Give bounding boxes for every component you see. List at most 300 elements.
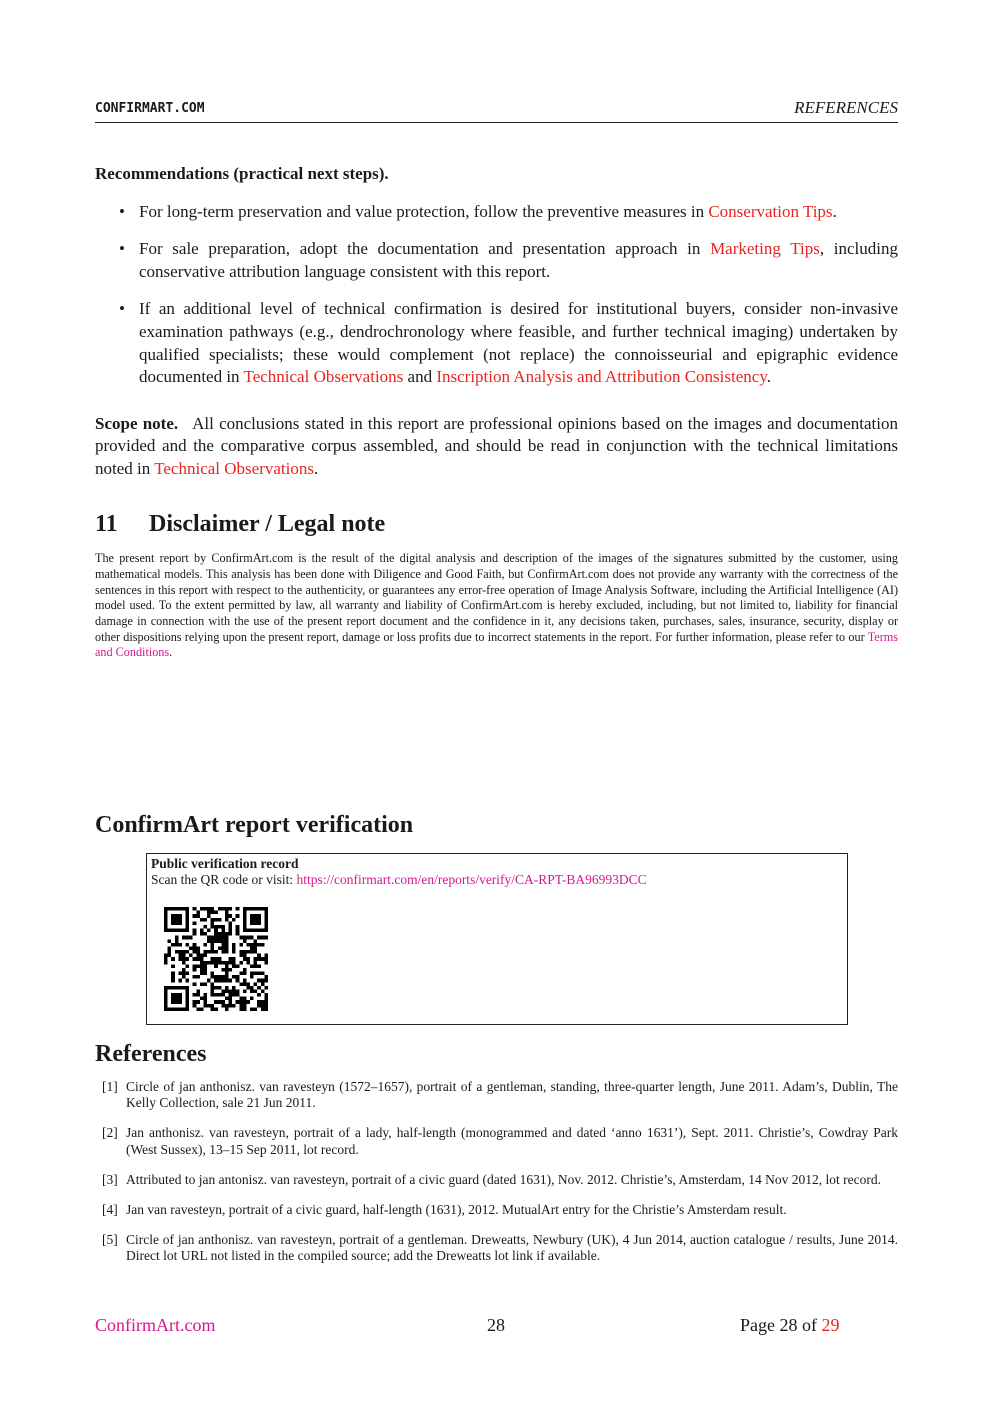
qr-module bbox=[175, 936, 179, 940]
qr-module bbox=[246, 936, 250, 940]
qr-module bbox=[203, 964, 207, 968]
qr-module bbox=[229, 961, 233, 965]
qr-module bbox=[257, 986, 261, 990]
qr-module bbox=[171, 997, 175, 1001]
qr-module bbox=[225, 943, 229, 947]
qr-module bbox=[257, 936, 261, 940]
qr-module bbox=[207, 907, 211, 911]
qr-module bbox=[175, 986, 179, 990]
qr-module bbox=[221, 989, 225, 993]
bullet-icon: • bbox=[119, 201, 125, 221]
qr-module bbox=[232, 957, 236, 961]
qr-module bbox=[239, 961, 243, 965]
qr-module bbox=[182, 954, 186, 958]
qr-module bbox=[200, 997, 204, 1001]
footer-site-link[interactable]: ConfirmArt.com bbox=[95, 1315, 216, 1335]
qr-module bbox=[221, 961, 225, 965]
qr-module bbox=[203, 954, 207, 958]
qr-module bbox=[164, 986, 168, 990]
qr-module bbox=[264, 921, 268, 925]
main-content bbox=[95, 163, 898, 673]
qr-module bbox=[257, 929, 261, 933]
qr-module bbox=[196, 975, 200, 979]
qr-module bbox=[243, 1004, 247, 1008]
qr-module bbox=[264, 907, 268, 911]
qr-module bbox=[243, 979, 247, 983]
qr-module bbox=[218, 957, 222, 961]
qr-module bbox=[171, 986, 175, 990]
running-section-title: REFERENCES bbox=[794, 98, 898, 117]
qr-module bbox=[175, 950, 179, 954]
qr-module bbox=[239, 954, 243, 958]
qr-module bbox=[243, 911, 247, 915]
qr-module bbox=[171, 943, 175, 947]
bullet-icon: • bbox=[119, 299, 125, 319]
qr-module bbox=[214, 986, 218, 990]
qr-module bbox=[261, 979, 265, 983]
qr-module bbox=[200, 918, 204, 922]
qr-module bbox=[186, 989, 190, 993]
qr-module bbox=[243, 950, 247, 954]
qr-module bbox=[264, 1004, 268, 1008]
qr-module bbox=[218, 939, 222, 943]
qr-module bbox=[236, 979, 240, 983]
qr-module bbox=[243, 968, 247, 972]
qr-module bbox=[186, 907, 190, 911]
qr-module bbox=[186, 921, 190, 925]
qr-module bbox=[171, 957, 175, 961]
qr-module bbox=[246, 1000, 250, 1004]
qr-module bbox=[261, 943, 265, 947]
qr-module bbox=[243, 925, 247, 929]
qr-module bbox=[225, 989, 229, 993]
qr-module bbox=[214, 911, 218, 915]
qr-module bbox=[214, 979, 218, 983]
link-inscription-analysis[interactable]: Inscription Analysis and Attribution Consistency bbox=[436, 367, 767, 387]
qr-module bbox=[264, 1000, 268, 1004]
qr-module bbox=[175, 914, 179, 918]
qr-module bbox=[246, 950, 250, 954]
qr-module bbox=[250, 914, 254, 918]
qr-module bbox=[164, 929, 168, 933]
qr-module bbox=[175, 943, 179, 947]
qr-module bbox=[232, 975, 236, 979]
qr-module bbox=[182, 968, 186, 972]
qr-module bbox=[164, 925, 168, 929]
qr-module bbox=[186, 972, 190, 976]
qr-module bbox=[193, 943, 197, 947]
qr-module bbox=[225, 932, 229, 936]
qr-module bbox=[243, 997, 247, 1001]
qr-module bbox=[232, 986, 236, 990]
qr-module bbox=[246, 929, 250, 933]
qr-module bbox=[232, 961, 236, 965]
qr-module bbox=[168, 954, 172, 958]
qr-module bbox=[236, 907, 240, 911]
qr-module bbox=[178, 957, 182, 961]
qr-module bbox=[193, 914, 197, 918]
qr-module bbox=[236, 929, 240, 933]
footer-page-number: 28 bbox=[487, 1315, 505, 1335]
qr-module bbox=[232, 1004, 236, 1008]
qr-module bbox=[203, 968, 207, 972]
qr-module bbox=[250, 921, 254, 925]
qr-module bbox=[264, 911, 268, 915]
brand-logo: CONFIRMART.COM bbox=[95, 101, 205, 116]
qr-module bbox=[211, 986, 215, 990]
qr-module bbox=[236, 964, 240, 968]
qr-module bbox=[203, 961, 207, 965]
qr-module bbox=[164, 997, 168, 1001]
qr-code-icon[interactable] bbox=[164, 907, 268, 1011]
qr-module bbox=[211, 982, 215, 986]
qr-module bbox=[243, 918, 247, 922]
qr-module bbox=[182, 907, 186, 911]
qr-module bbox=[229, 921, 233, 925]
qr-module bbox=[200, 982, 204, 986]
qr-module bbox=[261, 907, 265, 911]
qr-module bbox=[225, 968, 229, 972]
qr-module bbox=[264, 936, 268, 940]
qr-module bbox=[264, 979, 268, 983]
references-heading: References bbox=[95, 1041, 207, 1067]
qr-module bbox=[257, 914, 261, 918]
qr-module bbox=[221, 968, 225, 972]
qr-module bbox=[264, 986, 268, 990]
qr-module bbox=[243, 954, 247, 958]
qr-module bbox=[236, 993, 240, 997]
qr-module bbox=[164, 921, 168, 925]
link-technical-observations-scope[interactable]: Technical Observations bbox=[154, 458, 314, 478]
qr-module bbox=[264, 918, 268, 922]
qr-module bbox=[211, 975, 215, 979]
qr-module bbox=[211, 1004, 215, 1008]
qr-module bbox=[261, 972, 265, 976]
qr-module bbox=[178, 972, 182, 976]
qr-module bbox=[168, 1007, 172, 1011]
qr-module bbox=[250, 975, 254, 979]
qr-module bbox=[164, 918, 168, 922]
qr-module bbox=[186, 964, 190, 968]
qr-module bbox=[196, 993, 200, 997]
qr-module bbox=[196, 950, 200, 954]
qr-module bbox=[239, 943, 243, 947]
qr-module bbox=[186, 997, 190, 1001]
qr-module bbox=[250, 989, 254, 993]
qr-module bbox=[243, 1007, 247, 1011]
qr-module bbox=[171, 929, 175, 933]
qr-module bbox=[193, 993, 197, 997]
qr-module bbox=[178, 993, 182, 997]
qr-module bbox=[207, 911, 211, 915]
qr-module bbox=[182, 950, 186, 954]
qr-module bbox=[175, 1000, 179, 1004]
reference-item: [1] Circle of jan anthonisz. van ravesteyn (1572–1657), portrait of a gentleman, standing, three-quarter length, June 2011. Adam’s, Dublin, The Kelly Collection, sale 21 Jun 2011. bbox=[102, 1079, 898, 1111]
qr-module bbox=[207, 961, 211, 965]
qr-module bbox=[218, 907, 222, 911]
qr-module bbox=[221, 939, 225, 943]
qr-module bbox=[193, 957, 197, 961]
qr-module bbox=[178, 929, 182, 933]
qr-module bbox=[214, 932, 218, 936]
qr-module bbox=[211, 907, 215, 911]
reference-item: [3] Attributed to jan antonisz. van ravesteyn, portrait of a civic guard (dated 1631), Nov. 2012. Christie’s, Amsterdam, 14 Nov 2012, lot record. bbox=[102, 1171, 881, 1187]
qr-module bbox=[189, 946, 193, 950]
qr-module bbox=[196, 1007, 200, 1011]
qr-module bbox=[225, 936, 229, 940]
qr-module bbox=[246, 957, 250, 961]
qr-module bbox=[171, 993, 175, 997]
section-heading-disclaimer: 11 Disclaimer / Legal note bbox=[95, 510, 386, 537]
qr-module bbox=[243, 914, 247, 918]
qr-module bbox=[178, 918, 182, 922]
qr-module bbox=[203, 950, 207, 954]
qr-module bbox=[171, 975, 175, 979]
qr-module bbox=[264, 1007, 268, 1011]
qr-module bbox=[200, 972, 204, 976]
qr-module bbox=[186, 1007, 190, 1011]
qr-module bbox=[168, 946, 172, 950]
qr-module bbox=[178, 954, 182, 958]
qr-module bbox=[200, 957, 204, 961]
qr-module bbox=[171, 1007, 175, 1011]
qr-module bbox=[257, 1000, 261, 1004]
qr-module bbox=[178, 943, 182, 947]
link-conservation-tips[interactable]: Conservation Tips bbox=[708, 201, 833, 221]
link-marketing-tips[interactable]: Marketing Tips bbox=[710, 239, 820, 259]
qr-module bbox=[229, 914, 233, 918]
recommendations-list bbox=[95, 201, 898, 389]
qr-module bbox=[246, 961, 250, 965]
qr-module bbox=[250, 929, 254, 933]
qr-module bbox=[168, 939, 172, 943]
qr-module bbox=[218, 1000, 222, 1004]
qr-module bbox=[261, 1007, 265, 1011]
qr-module bbox=[225, 914, 229, 918]
qr-module bbox=[211, 961, 215, 965]
qr-module bbox=[221, 993, 225, 997]
qr-module bbox=[243, 929, 247, 933]
qr-module bbox=[178, 997, 182, 1001]
qr-module bbox=[218, 993, 222, 997]
qr-module bbox=[196, 1000, 200, 1004]
qr-module bbox=[264, 997, 268, 1001]
qr-module bbox=[243, 936, 247, 940]
qr-module bbox=[229, 957, 233, 961]
qr-module bbox=[171, 918, 175, 922]
qr-module bbox=[178, 921, 182, 925]
qr-module bbox=[232, 964, 236, 968]
qr-module bbox=[229, 1000, 233, 1004]
qr-module bbox=[186, 986, 190, 990]
qr-module bbox=[186, 993, 190, 997]
qr-module bbox=[254, 929, 258, 933]
qr-module bbox=[254, 961, 258, 965]
qr-module bbox=[243, 921, 247, 925]
qr-module bbox=[164, 1004, 168, 1008]
qr-module bbox=[218, 961, 222, 965]
bullet-icon: • bbox=[119, 239, 125, 259]
qr-module bbox=[254, 918, 258, 922]
verification-scan-line: Scan the QR code or visit: https://confirmart.com/en/reports/verify/CA-RPT-BA96993DCC bbox=[151, 872, 647, 887]
qr-module bbox=[203, 925, 207, 929]
qr-module bbox=[257, 964, 261, 968]
qr-module bbox=[243, 1000, 247, 1004]
verification-url-link[interactable]: https://confirmart.com/en/reports/verify/CA-RPT-BA96993DCC bbox=[296, 872, 647, 887]
qr-module bbox=[221, 943, 225, 947]
qr-module bbox=[193, 1004, 197, 1008]
qr-module bbox=[193, 982, 197, 986]
qr-module bbox=[203, 993, 207, 997]
qr-module bbox=[214, 950, 218, 954]
qr-module bbox=[225, 961, 229, 965]
qr-module bbox=[196, 989, 200, 993]
qr-module bbox=[211, 972, 215, 976]
qr-module bbox=[178, 1007, 182, 1011]
qr-module bbox=[254, 957, 258, 961]
document-page bbox=[95, 0, 898, 1404]
qr-module bbox=[211, 921, 215, 925]
qr-module bbox=[239, 997, 243, 1001]
qr-module bbox=[196, 914, 200, 918]
qr-module bbox=[239, 936, 243, 940]
qr-module bbox=[211, 925, 215, 929]
qr-module bbox=[182, 936, 186, 940]
qr-module bbox=[254, 972, 258, 976]
references-list bbox=[95, 1079, 898, 1279]
qr-module bbox=[175, 997, 179, 1001]
qr-module bbox=[254, 989, 258, 993]
qr-module bbox=[225, 918, 229, 922]
qr-module bbox=[200, 968, 204, 972]
qr-module bbox=[257, 993, 261, 997]
qr-module bbox=[236, 932, 240, 936]
qr-module bbox=[207, 979, 211, 983]
qr-module bbox=[178, 1000, 182, 1004]
qr-module bbox=[221, 932, 225, 936]
qr-module bbox=[168, 907, 172, 911]
qr-module bbox=[186, 911, 190, 915]
qr-module bbox=[193, 964, 197, 968]
qr-module bbox=[254, 907, 258, 911]
footer-page-of: Page 28 of 29 bbox=[740, 1315, 840, 1335]
qr-module bbox=[175, 1007, 179, 1011]
qr-module bbox=[211, 943, 215, 947]
qr-module bbox=[232, 950, 236, 954]
qr-module bbox=[207, 936, 211, 940]
qr-module bbox=[214, 936, 218, 940]
qr-module bbox=[175, 918, 179, 922]
verification-box bbox=[146, 853, 848, 1025]
qr-module bbox=[211, 936, 215, 940]
qr-module bbox=[200, 932, 204, 936]
link-technical-observations[interactable]: Technical Observations bbox=[243, 367, 404, 387]
qr-module bbox=[250, 950, 254, 954]
qr-module bbox=[232, 993, 236, 997]
qr-module bbox=[264, 929, 268, 933]
qr-module bbox=[196, 911, 200, 915]
qr-module bbox=[261, 982, 265, 986]
qr-module bbox=[243, 907, 247, 911]
footer-total-pages-link[interactable]: 29 bbox=[821, 1315, 840, 1335]
qr-module bbox=[168, 929, 172, 933]
qr-module bbox=[254, 914, 258, 918]
qr-module bbox=[203, 932, 207, 936]
qr-module bbox=[193, 950, 197, 954]
qr-module bbox=[229, 997, 233, 1001]
qr-module bbox=[171, 914, 175, 918]
qr-module bbox=[164, 914, 168, 918]
qr-module bbox=[261, 929, 265, 933]
recommendations-title: Recommendations (practical next steps). bbox=[95, 164, 389, 183]
qr-module bbox=[246, 982, 250, 986]
qr-module bbox=[250, 964, 254, 968]
list-item: • For long-term preservation and value protection, follow the preventive measures in Conservation Tips. bbox=[95, 201, 898, 224]
qr-module bbox=[239, 1000, 243, 1004]
qr-module bbox=[261, 1004, 265, 1008]
qr-module bbox=[250, 997, 254, 1001]
qr-module bbox=[203, 907, 207, 911]
qr-module bbox=[254, 921, 258, 925]
qr-module bbox=[178, 950, 182, 954]
qr-module bbox=[186, 943, 190, 947]
qr-module bbox=[193, 907, 197, 911]
qr-module bbox=[186, 936, 190, 940]
qr-module bbox=[186, 1004, 190, 1008]
qr-module bbox=[196, 964, 200, 968]
qr-module bbox=[225, 950, 229, 954]
qr-module bbox=[225, 1007, 229, 1011]
qr-module bbox=[200, 964, 204, 968]
qr-module bbox=[257, 943, 261, 947]
qr-module bbox=[218, 932, 222, 936]
qr-module bbox=[189, 936, 193, 940]
qr-module bbox=[211, 939, 215, 943]
qr-module bbox=[257, 954, 261, 958]
qr-module bbox=[178, 914, 182, 918]
qr-module bbox=[182, 1007, 186, 1011]
qr-module bbox=[257, 918, 261, 922]
qr-module bbox=[221, 950, 225, 954]
qr-module bbox=[246, 986, 250, 990]
qr-module bbox=[257, 957, 261, 961]
qr-module bbox=[214, 975, 218, 979]
qr-module bbox=[218, 936, 222, 940]
qr-module bbox=[225, 997, 229, 1001]
qr-module bbox=[200, 954, 204, 958]
qr-module bbox=[211, 911, 215, 915]
reference-item: [5] Circle of jan anthonisz. van ravesteyn, portrait of a gentleman. Dreweatts, Newbury (UK), 4 Jun 2014, auction catalogue / results, June 2014. Direct lot URL not listed in the compiled source; add the Dreweatts lot link if available. bbox=[102, 1232, 898, 1264]
qr-module bbox=[221, 946, 225, 950]
qr-module bbox=[239, 1007, 243, 1011]
qr-module bbox=[214, 964, 218, 968]
qr-module bbox=[186, 1000, 190, 1004]
qr-module bbox=[264, 975, 268, 979]
qr-module bbox=[225, 986, 229, 990]
link-terms-and-conditions[interactable]: Terms and Conditions bbox=[95, 629, 898, 660]
qr-module bbox=[214, 961, 218, 965]
qr-module bbox=[207, 950, 211, 954]
qr-module bbox=[239, 1004, 243, 1008]
qr-module bbox=[250, 918, 254, 922]
running-header bbox=[95, 98, 898, 123]
qr-module bbox=[221, 1000, 225, 1004]
qr-module bbox=[203, 997, 207, 1001]
qr-module bbox=[175, 993, 179, 997]
qr-module bbox=[196, 954, 200, 958]
qr-module bbox=[164, 954, 168, 958]
qr-module bbox=[186, 957, 190, 961]
